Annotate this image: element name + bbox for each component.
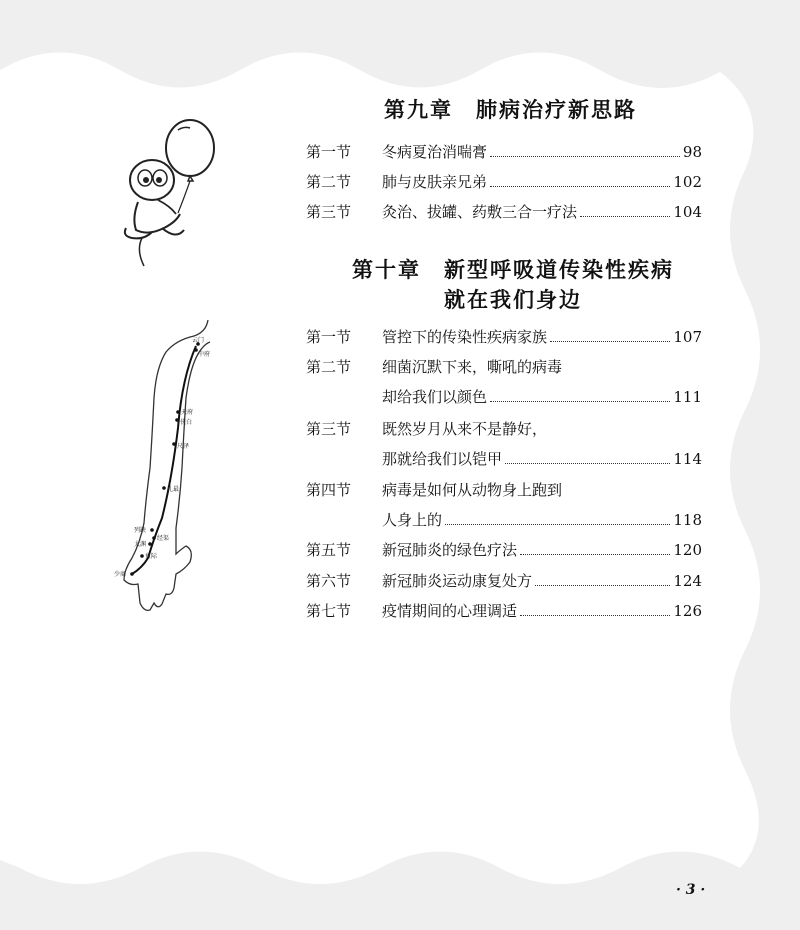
acupoint-chize — [172, 442, 176, 446]
toc-entry[interactable] — [306, 596, 702, 622]
dot-leader — [535, 585, 670, 586]
page-number: 126 — [673, 602, 702, 620]
toc-entry[interactable] — [306, 535, 702, 561]
dot-leader — [505, 463, 670, 464]
acupoint-kongzui — [162, 486, 166, 490]
acupoint-tianfu — [176, 410, 180, 414]
section-number: 第三节 — [306, 203, 352, 221]
dot-leader — [445, 524, 670, 525]
dot-leader — [520, 554, 670, 555]
acupoint-label: 列缺 — [134, 527, 147, 534]
acupoint-lieque — [150, 528, 154, 532]
section-title: 那就给我们以铠甲 — [382, 450, 503, 468]
section-number: 第一节 — [306, 143, 352, 161]
section-title: 灸治、拔罐、药敷三合一疗法 — [382, 203, 578, 221]
section-number: 第四节 — [306, 481, 352, 499]
dot-leader — [490, 401, 670, 402]
page-folio: · 3 · — [676, 882, 706, 898]
balloon-character-illustration — [118, 118, 228, 278]
acupoint-shaoshang — [130, 572, 134, 576]
acupoint-label: 天府 — [181, 409, 194, 416]
chapter-9-title: 第九章 肺病治疗新思路 — [384, 98, 637, 122]
section-title: 疫情期间的心理调适 — [382, 602, 518, 620]
dot-leader — [490, 186, 670, 187]
section-title: 却给我们以颜色 — [382, 388, 488, 406]
acupoint-label: 经渠 — [157, 535, 170, 542]
acupoint-jingqu — [152, 536, 156, 540]
section-title: 新冠肺炎运动康复处方 — [382, 572, 533, 590]
acupoint-label: 孔最 — [167, 486, 180, 493]
acupoint-label: 鱼际 — [145, 553, 158, 560]
toc-entry[interactable] — [306, 475, 702, 501]
toc-entry[interactable] — [306, 197, 702, 223]
toc-entry[interactable] — [306, 414, 702, 440]
section-number: 第三节 — [306, 420, 352, 438]
acupoint-xiabai — [175, 418, 179, 422]
toc-entry[interactable] — [306, 566, 702, 592]
section-number: 第二节 — [306, 173, 352, 191]
dot-leader — [520, 615, 670, 616]
page-number: 102 — [673, 173, 702, 191]
lung-meridian-arm-illustration — [110, 318, 220, 618]
section-number: 第二节 — [306, 358, 352, 376]
acupoint-label: 太渊 — [134, 541, 147, 548]
toc-entry[interactable] — [306, 167, 702, 193]
section-number: 第五节 — [306, 541, 352, 559]
section-title: 病毒是如何从动物身上跑到 — [382, 481, 563, 499]
dot-leader — [490, 156, 680, 157]
chapter-10-title-line2: 就在我们身边 — [444, 288, 582, 312]
section-title: 肺与皮肤亲兄弟 — [382, 173, 488, 191]
page-number: 120 — [673, 541, 702, 559]
page-number: 107 — [673, 328, 702, 346]
dot-leader — [580, 216, 670, 217]
dot-leader — [550, 341, 670, 342]
toc-entry-continued[interactable] — [306, 444, 702, 470]
acupoint-label: 尺泽 — [177, 443, 190, 450]
section-number: 第一节 — [306, 328, 352, 346]
acupoint-label: 云门 — [192, 337, 205, 344]
section-title: 既然岁月从来不是静好， — [382, 420, 548, 438]
acupoint-taiyuan — [148, 542, 152, 546]
section-title: 管控下的传染性疾病家族 — [382, 328, 548, 346]
page-number: 114 — [673, 450, 702, 468]
section-title: 冬病夏治消喘膏 — [382, 143, 488, 161]
toc-entry[interactable] — [306, 322, 702, 348]
page-number: 104 — [673, 203, 702, 221]
page-number: 98 — [682, 143, 702, 161]
section-number: 第六节 — [306, 572, 352, 590]
section-number: 第七节 — [306, 602, 352, 620]
page-number: 118 — [673, 511, 702, 529]
section-title: 细菌沉默下来，嘶吼的病毒 — [382, 358, 563, 376]
page-number: 111 — [673, 388, 702, 406]
toc-entry[interactable] — [306, 352, 702, 378]
section-title: 新冠肺炎的绿色疗法 — [382, 541, 518, 559]
toc-entry-continued[interactable] — [306, 505, 702, 531]
acupoint-label: 少商 — [114, 571, 127, 578]
chapter-10-title: 第十章 新型呼吸道传染性疾病 — [352, 258, 674, 282]
toc-entry[interactable] — [306, 137, 702, 163]
page-number: 124 — [673, 572, 702, 590]
section-title: 人身上的 — [382, 511, 443, 529]
acupoint-label: 中府 — [198, 351, 211, 358]
acupoint-yuji — [140, 554, 144, 558]
acupoint-label: 侠白 — [180, 419, 193, 426]
toc-entry-continued[interactable] — [306, 382, 702, 408]
